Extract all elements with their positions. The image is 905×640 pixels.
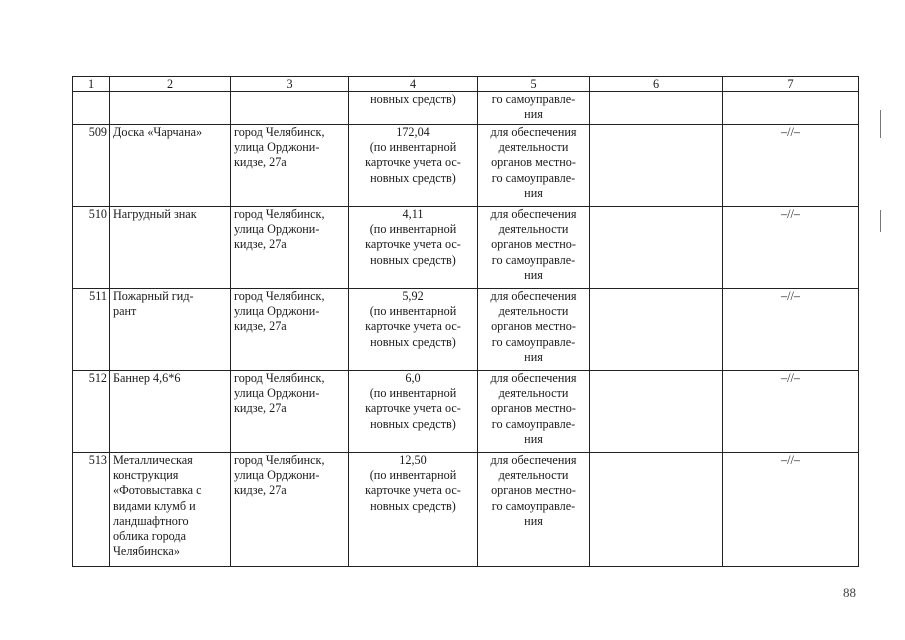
cell-line: кидзе, 27а [234,483,287,498]
column-header: 3 [231,77,349,92]
item-name-cell [110,125,231,207]
cell-line: (по инвентарной [369,222,457,237]
page-number: 88 [843,585,856,600]
row-number-cell: 509 [73,125,110,207]
margin-mark [880,210,881,232]
cell-line: го самоуправле- [491,498,576,513]
col7-cell: –//– [723,289,859,371]
table-row [73,289,859,371]
cell-line: кидзе, 27а [234,319,287,334]
continuation-address-cell [231,92,349,125]
cell-line: органов местно- [491,155,576,170]
cell-line: деятельности [498,386,569,401]
cell-line: новных средств) [370,334,456,349]
continuation-col7-cell [723,92,859,125]
column-number-header-row [73,77,859,92]
cell-line: город Челябинск, [234,453,325,467]
continuation-col6-cell [590,92,723,125]
cell-line: 5,92 [402,289,424,303]
cell-line: новных средств) [370,416,456,431]
cell-line: (по инвентарной [369,468,457,483]
address-cell [231,125,349,207]
cell-line: ния [524,431,543,446]
continuation-name-cell [110,92,231,125]
cell-line: деятельности [498,304,569,319]
continuation-row [73,92,859,125]
cell-line: 6,0 [405,371,421,385]
col7-cell: –//– [723,207,859,289]
cell-line: 12,50 [399,453,427,467]
row-number-cell: 513 [73,453,110,567]
cell-line: ния [524,107,543,122]
table-row [73,125,859,207]
value-cell [349,453,478,567]
cell-line: рант [113,304,137,319]
cell-line: улица Орджони- [234,386,320,401]
value-cell [349,371,478,453]
cell-line: (по инвентарной [369,386,457,401]
purpose-cell [478,207,590,289]
cell-line: для обеспечения [490,125,577,139]
cell-line: ния [524,185,543,200]
column-header: 4 [349,77,478,92]
cell-line: органов местно- [491,237,576,252]
purpose-cell [478,125,590,207]
col6-cell [590,125,723,207]
table-row [73,453,859,567]
column-header: 1 [73,77,110,92]
col7-cell: –//– [723,453,859,567]
cell-line: Челябинска» [113,544,180,559]
cell-line: город Челябинск, [234,371,325,385]
cell-line: город Челябинск, [234,289,325,303]
cell-line: го самоуправле- [491,170,576,185]
cell-line: карточке учета ос- [365,237,461,252]
column-header: 5 [478,77,590,92]
cell-line: ния [524,267,543,282]
continuation-num-cell [73,92,110,125]
cell-line: органов местно- [491,401,576,416]
item-name-cell [110,371,231,453]
purpose-cell [478,453,590,567]
cell-line: новных средств) [370,498,456,513]
cell-line: для обеспечения [490,453,577,467]
cell-line: Доска «Чарчана» [113,125,203,139]
column-header: 2 [110,77,231,92]
cell-line: 4,11 [402,207,424,221]
cell-line: улица Орджони- [234,468,320,483]
address-cell [231,289,349,371]
cell-line: Металлическая [113,453,193,467]
col7-cell: –//– [723,125,859,207]
cell-line: «Фотовыставка с [113,483,202,498]
value-cell [349,125,478,207]
cell-line: деятельности [498,140,569,155]
cell-line: для обеспечения [490,371,577,385]
cell-line: (по инвентарной [369,140,457,155]
address-cell [231,207,349,289]
column-header: 7 [723,77,859,92]
cell-line: органов местно- [491,483,576,498]
cell-line: кидзе, 27а [234,401,287,416]
cell-line: органов местно- [491,319,576,334]
cell-line: улица Орджони- [234,140,320,155]
cell-line: новных средств) [370,92,456,106]
cell-line: карточке учета ос- [365,155,461,170]
cell-line: город Челябинск, [234,125,325,139]
col6-cell [590,453,723,567]
continuation-value-cell [349,92,478,125]
purpose-cell [478,289,590,371]
cell-line: го самоуправле- [491,92,576,106]
row-number-cell: 512 [73,371,110,453]
cell-line: город Челябинск, [234,207,325,221]
table-row [73,371,859,453]
cell-line: новных средств) [370,252,456,267]
col6-cell [590,289,723,371]
cell-line: деятельности [498,222,569,237]
cell-line: 172,04 [396,125,430,139]
row-number-cell: 511 [73,289,110,371]
margin-mark [880,110,881,138]
cell-line: карточке учета ос- [365,483,461,498]
cell-line: улица Орджони- [234,304,320,319]
cell-line: улица Орджони- [234,222,320,237]
col6-cell [590,207,723,289]
row-number-cell: 510 [73,207,110,289]
cell-line: Нагрудный знак [113,207,197,221]
item-name-cell [110,207,231,289]
cell-line: (по инвентарной [369,304,457,319]
cell-line: го самоуправле- [491,416,576,431]
property-register-table [72,76,859,567]
cell-line: видами клумб и [113,498,196,513]
item-name-cell [110,453,231,567]
value-cell [349,207,478,289]
cell-line: ния [524,513,543,528]
cell-line: карточке учета ос- [365,401,461,416]
cell-line: новных средств) [370,170,456,185]
cell-line: ландшафтного [113,513,189,528]
cell-line: для обеспечения [490,207,577,221]
cell-line: для обеспечения [490,289,577,303]
col6-cell [590,371,723,453]
cell-line: го самоуправле- [491,334,576,349]
value-cell [349,289,478,371]
continuation-purpose-cell [478,92,590,125]
cell-line: Пожарный гид- [113,289,194,303]
cell-line: ния [524,349,543,364]
table-row [73,207,859,289]
cell-line: Баннер 4,6*6 [113,371,181,385]
col7-cell: –//– [723,371,859,453]
address-cell [231,371,349,453]
column-header: 6 [590,77,723,92]
cell-line: карточке учета ос- [365,319,461,334]
cell-line: кидзе, 27а [234,155,287,170]
purpose-cell [478,371,590,453]
cell-line: кидзе, 27а [234,237,287,252]
address-cell [231,453,349,567]
cell-line: облика города [113,529,187,544]
cell-line: го самоуправле- [491,252,576,267]
cell-line: деятельности [498,468,569,483]
item-name-cell [110,289,231,371]
cell-line: конструкция [113,468,179,483]
